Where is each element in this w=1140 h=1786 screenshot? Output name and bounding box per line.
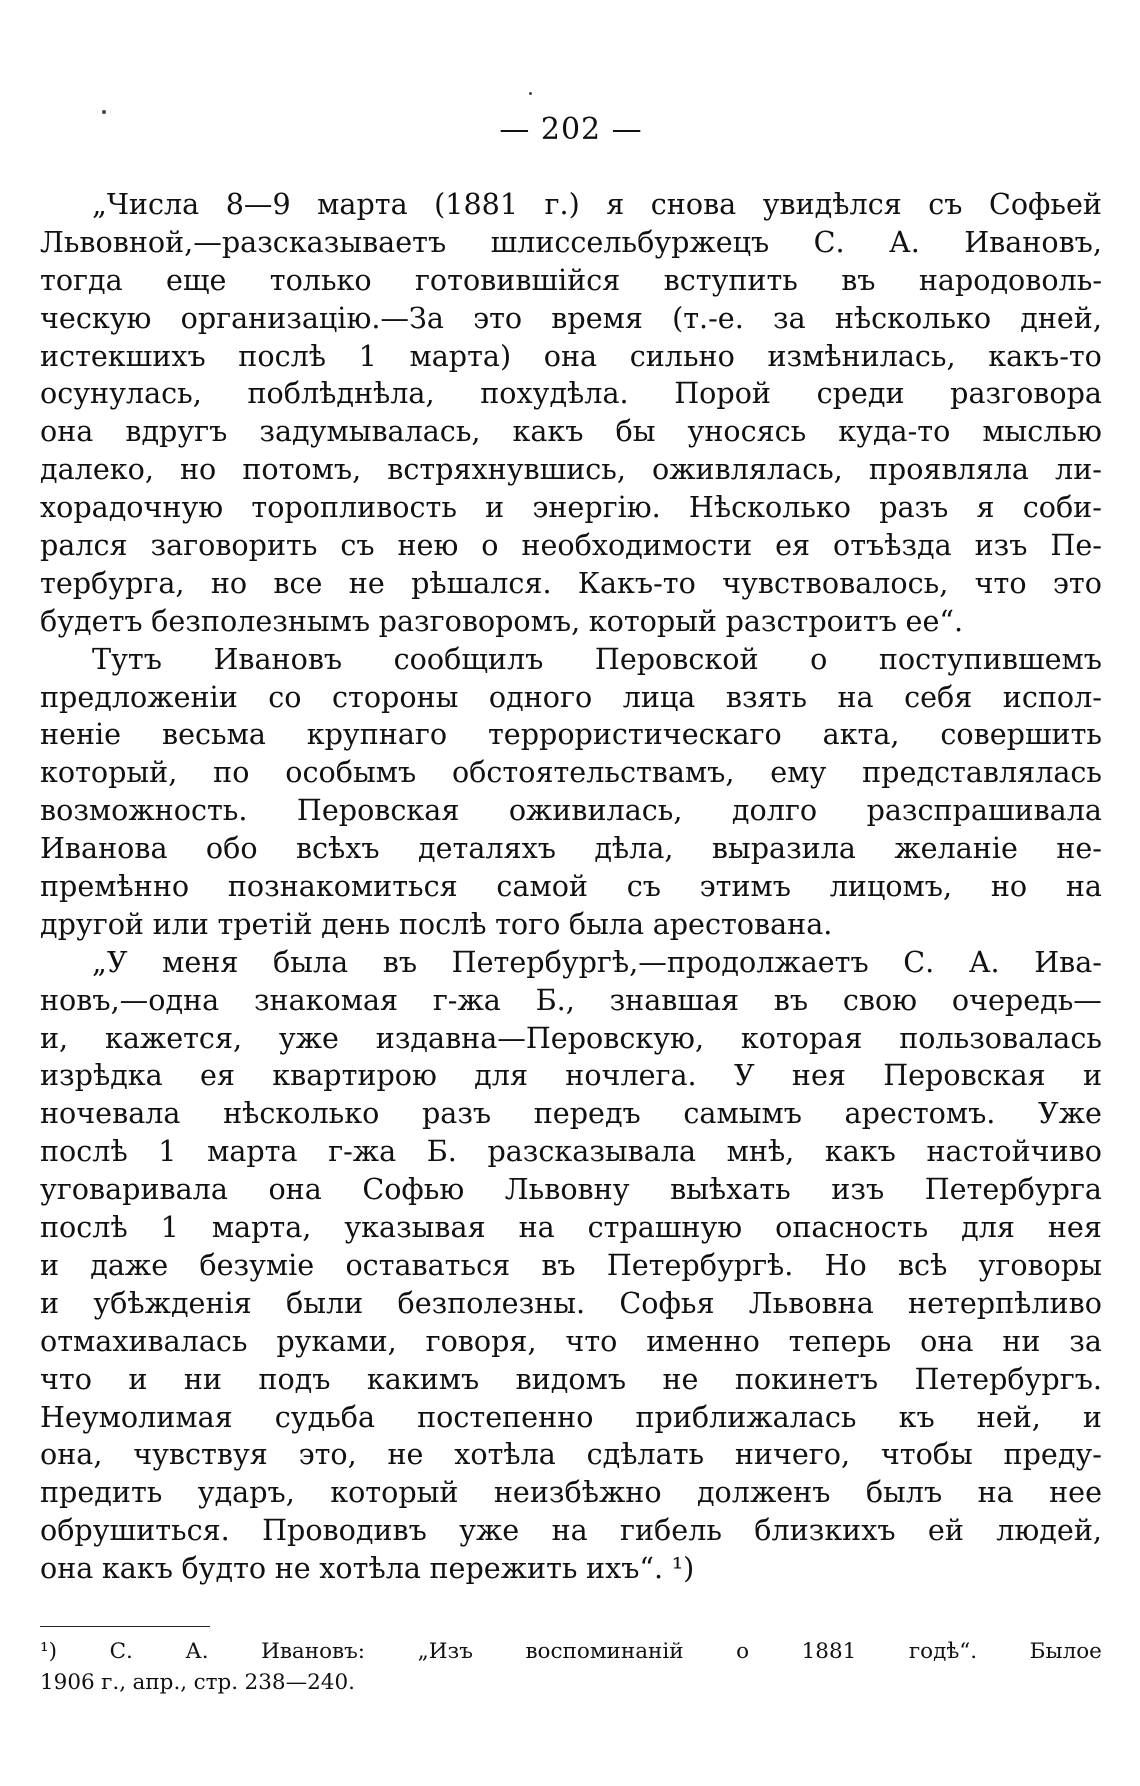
text-line: Неумолимая судьба постепенно приближалась къ ней, и xyxy=(40,1399,1102,1434)
footnote-divider xyxy=(40,1626,210,1627)
text-line: она вдругъ задумывалась, какъ бы уносясь куда-то мыслью xyxy=(40,414,1102,449)
paragraph xyxy=(40,641,1102,944)
text-line: обрушиться. Проводивъ уже на гибель близкихъ ей людей, xyxy=(40,1513,1102,1548)
footnote-line: 1906 г., апр., стр. 238—240. xyxy=(40,1670,355,1695)
text-line: „У меня была въ Петербургѣ,—продолжаетъ С. А. Ива- xyxy=(92,944,1102,979)
text-line: послѣ 1 марта г-жа Б. разсказывала мнѣ, какъ настойчиво xyxy=(40,1134,1102,1169)
text-line: она какъ будто не хотѣла пережить ихъ“. ¹) xyxy=(40,1551,695,1586)
text-line: предложеніи со стороны одного лица взять на себя испол- xyxy=(40,679,1102,714)
text-line: изрѣдка ея квартирою для ночлега. У нея Перовская и xyxy=(40,1058,1102,1093)
scan-speck xyxy=(529,92,532,95)
text-line: Иванова обо всѣхъ деталяхъ дѣла, выразила желаніе не- xyxy=(40,831,1102,866)
text-line: ночевала нѣсколько разъ передъ самымъ арестомъ. Уже xyxy=(40,1096,1102,1131)
text-line: будетъ безполезнымъ разговоромъ, который разстроитъ ее“. xyxy=(40,603,964,638)
scan-speck xyxy=(102,110,106,114)
text-line: предить ударъ, который неизбѣжно долженъ былъ на нее xyxy=(40,1475,1102,1510)
text-line: истекшихъ послѣ 1 марта) она сильно измѣнилась, какъ-то xyxy=(40,338,1102,373)
footnote xyxy=(40,1636,1102,1698)
text-line: Тутъ Ивановъ сообщилъ Перовской о поступившемъ xyxy=(92,641,1102,676)
text-line: и убѣжденія были безполезны. Софья Львовна нетерпѣливо xyxy=(40,1285,1102,1320)
text-line: новъ,—одна знакомая г-жа Б., знавшая въ свою очередь— xyxy=(40,982,1102,1017)
text-line: и, кажется, уже издавна—Перовскую, которая пользовалась xyxy=(40,1020,1102,1055)
text-line: осунулась, поблѣднѣла, похудѣла. Порой среди разговора xyxy=(40,376,1102,411)
text-line: далеко, но потомъ, встряхнувшись, оживлялась, проявляла ли- xyxy=(40,452,1102,487)
text-line: что и ни подъ какимъ видомъ не покинетъ Петербургъ. xyxy=(40,1361,1102,1396)
text-line: рался заговорить съ нею о необходимости ея отъѣзда изъ Пе- xyxy=(40,528,1102,563)
paragraph xyxy=(40,186,1102,641)
text-line: хорадочную торопливость и энергію. Нѣсколько разъ я соби- xyxy=(40,490,1102,525)
text-line: Львовной,—разсказываетъ шлиссельбуржецъ С. А. Ивановъ, xyxy=(40,224,1102,259)
text-line: она, чувствуя это, не хотѣла сдѣлать ничего, чтобы преду- xyxy=(40,1437,1102,1472)
text-line: и даже безуміе оставаться въ Петербургѣ. Но всѣ уговоры xyxy=(40,1247,1102,1282)
text-line: уговаривала она Софью Львовну выѣхать изъ Петербурга xyxy=(40,1172,1102,1207)
text-line: тербурга, но все не рѣшался. Какъ-то чувствовалось, что это xyxy=(40,565,1102,600)
text-line: премѣнно познакомиться самой съ этимъ лицомъ, но на xyxy=(40,869,1102,904)
text-line: неніе весьма крупнаго террористическаго акта, совершить xyxy=(40,717,1102,752)
text-line: послѣ 1 марта, указывая на страшную опасность для нея xyxy=(40,1210,1102,1245)
text-line: который, по особымъ обстоятельствамъ, ему представлялась xyxy=(40,755,1102,790)
paragraph xyxy=(40,944,1102,1588)
body-text xyxy=(40,186,1102,1588)
footnote-line: ¹) С. А. Ивановъ: „Изъ воспоминаній о 1881 годѣ“. Былое xyxy=(40,1639,1102,1664)
text-line: „Числа 8—9 марта (1881 г.) я снова увидѣлся съ Софьей xyxy=(92,187,1102,221)
page-number: — 202 — xyxy=(499,112,643,147)
text-line: тогда еще только готовившійся вступить въ народоволь- xyxy=(40,262,1102,297)
text-line: ческую организацію.—За это время (т.-е. за нѣсколько дней, xyxy=(40,300,1102,335)
text-line: отмахивалась руками, говоря, что именно теперь она ни за xyxy=(40,1323,1102,1358)
text-line: возможность. Перовская оживилась, долго разспрашивала xyxy=(40,793,1102,828)
text-line: другой или третій день послѣ того была арестована. xyxy=(40,906,833,941)
